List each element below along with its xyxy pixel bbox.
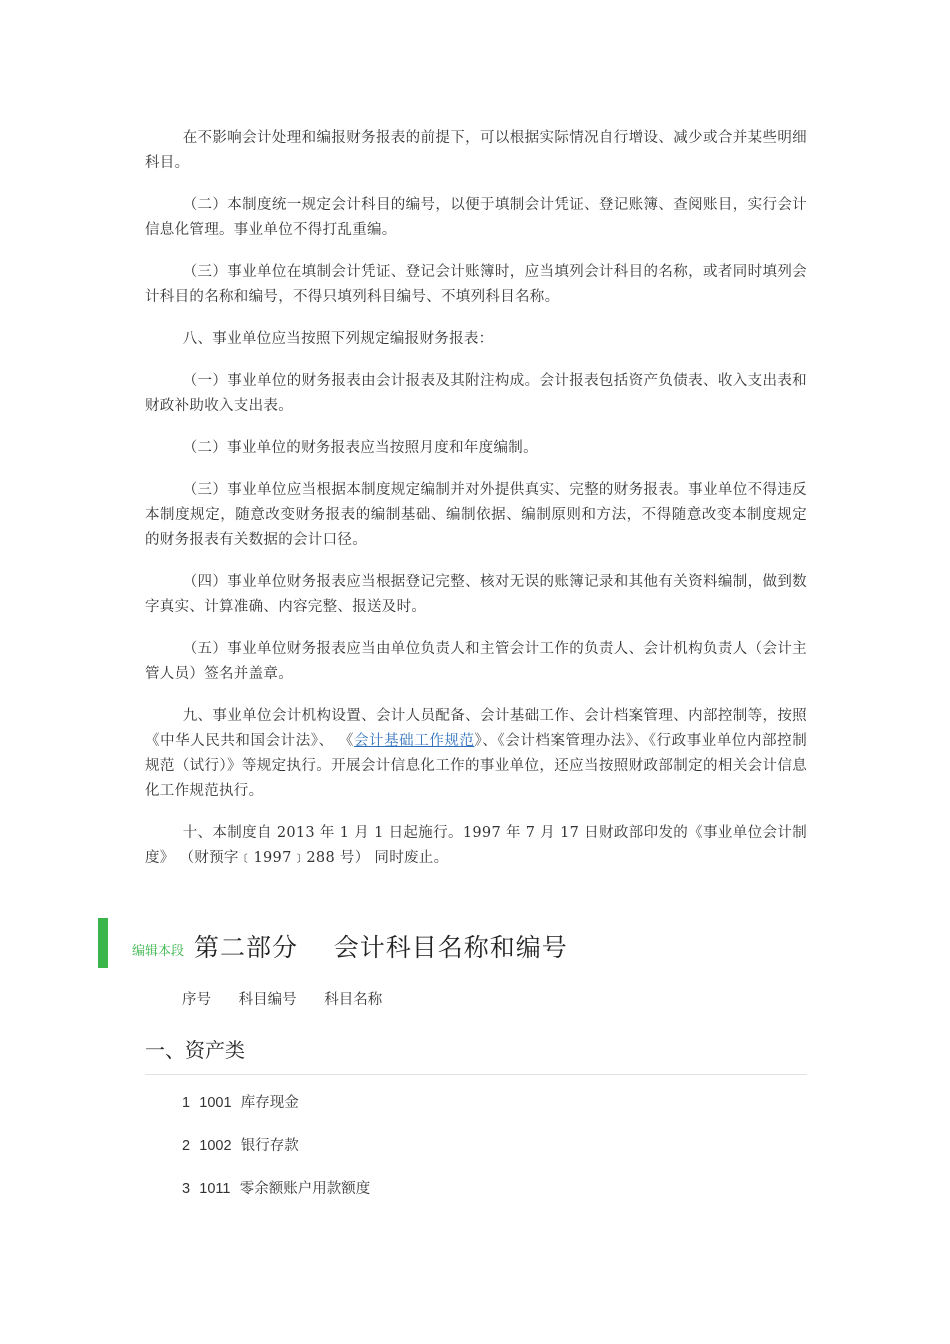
paragraph: （三）事业单位在填制会计凭证、登记会计账簿时，应当填列会计科目的名称，或者同时填列会计科目的名称和编号，不得只填列科目编号、不填列科目名称。 [145, 264, 807, 305]
account-seq: 3 [182, 1181, 191, 1197]
paragraph-text: 九、事业单位会计机构设置、会计人员配备、会计基础工作、会计档案管理、内部控制等，按照《中华人民共和国会计法》、 《 [145, 708, 807, 749]
paragraph: （二）事业单位的财务报表应当按照月度和年度编制。 [182, 440, 538, 456]
account-seq: 1 [182, 1095, 191, 1111]
account-code: 1002 [199, 1138, 232, 1154]
edit-section-link[interactable]: 编辑本段 [132, 944, 185, 959]
section-header [98, 918, 818, 968]
account-code: 1001 [199, 1095, 232, 1111]
list-item [182, 1135, 370, 1178]
paragraph: （五）事业单位财务报表应当由单位负责人和主管会计工作的负责人、会计机构负责人（会计主管人员）签名并盖章。 [145, 641, 807, 682]
account-list [182, 1092, 370, 1221]
paragraph: （二）本制度统一规定会计科目的编号，以便于填制会计凭证、登记账簿、查阅账目，实行会计信息化管理。事业单位不得打乱重编。 [145, 197, 807, 238]
paragraph: 八、事业单位应当按照下列规定编报财务报表： [182, 331, 494, 347]
paragraph-nine [145, 704, 807, 804]
accounting-standard-link[interactable]: 会计基础工作规范 [353, 733, 475, 749]
paragraph: 在不影响会计处理和编报财务报表的前提下，可以根据实际情况自行增设、减少或合并某些明细科目。 [145, 130, 807, 171]
category-title: 一、资产类 [145, 1038, 245, 1062]
paragraph-text: 》、《会计档案管理办法》、《行政事业单位内部控制规范（试行）》等规定执行。开展会计信息化工作的事业单位，还应当按照财政部制定的相关会计信息化工作规范执行。 [145, 733, 808, 799]
account-code: 1011 [199, 1181, 231, 1197]
section-accent-bar [98, 918, 108, 968]
paragraph-ten: 十、本制度自 2013 年 1 月 1 日起施行。1997 年 7 月 17 日财政部印发的《事业单位会计制度》 （财预字﹝1997﹞288 号） 同时废止。 [145, 825, 807, 866]
list-item [182, 1178, 370, 1221]
section-title: 第二部分 会计科目名称和编号 [194, 933, 568, 962]
list-item [182, 1092, 370, 1135]
account-name: 库存现金 [240, 1095, 299, 1111]
columns-header: 序号 科目编号 科目名称 [182, 992, 383, 1008]
account-seq: 2 [182, 1138, 191, 1154]
divider [145, 1074, 807, 1075]
paragraph: （四）事业单位财务报表应当根据登记完整、核对无误的账簿记录和其他有关资料编制，做到数字真实、计算准确、内容完整、报送及时。 [145, 574, 807, 615]
account-name: 银行存款 [240, 1138, 299, 1154]
document-body [145, 126, 807, 888]
account-name: 零余额账户用款额度 [239, 1181, 371, 1197]
paragraph: （三）事业单位应当根据本制度规定编制并对外提供真实、完整的财务报表。事业单位不得违反本制度规定，随意改变财务报表的编制基础、编制依据、编制原则和方法，不得随意改变本制度规定的财务报表有关数据的会计口径。 [145, 482, 807, 548]
paragraph: （一）事业单位的财务报表由会计报表及其附注构成。会计报表包括资产负债表、收入支出表和财政补助收入支出表。 [145, 373, 807, 414]
